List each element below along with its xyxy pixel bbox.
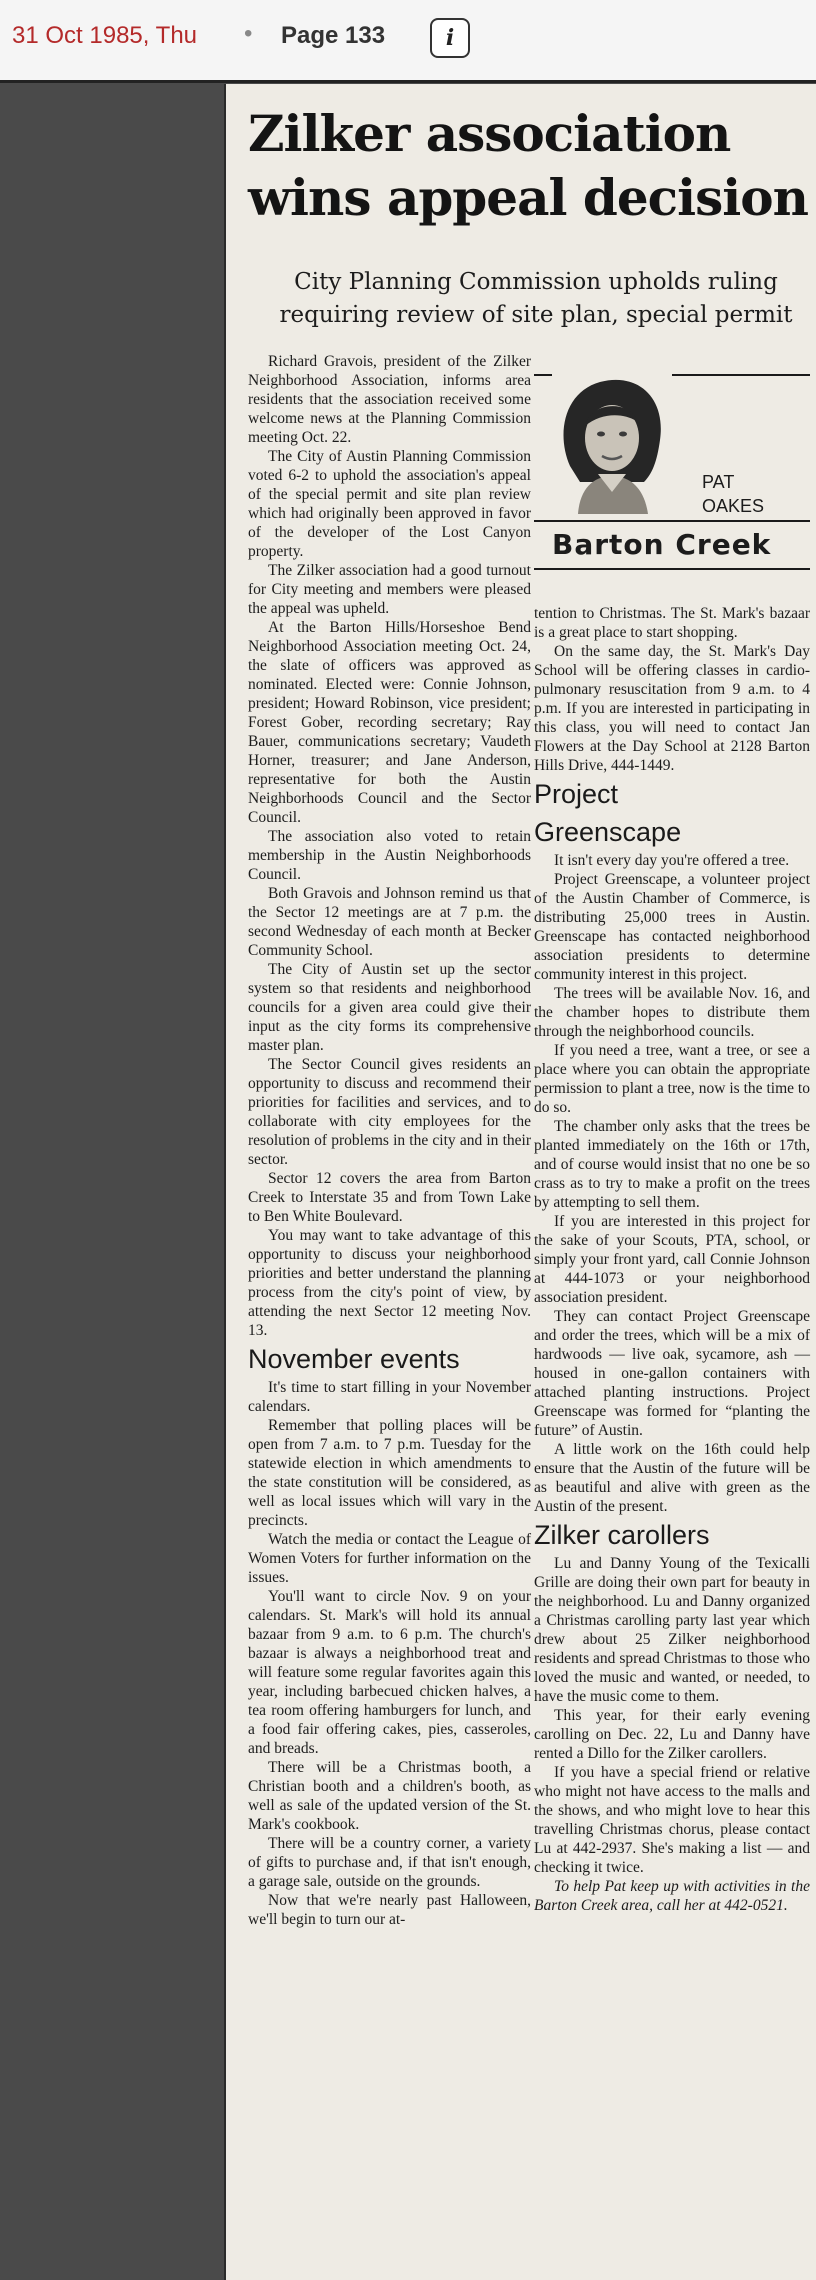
paragraph: The Zilker association had a good turnout for City meeting and members were pleased the appeal was upheld. [248, 562, 531, 617]
november-paragraphs [248, 1378, 531, 1929]
paragraph: tention to Christmas. The St. Mark's bazaar is a great place to start shopping. [534, 605, 810, 641]
paragraph: Both Gravois and Johnson remind us that the Sector 12 meetings are at 7 p.m. the second Wednesday of each month at Becker Community School. [248, 885, 531, 959]
paragraph: A little work on the 16th could help ensure that the Austin of the future will be as beautiful and alive with green as the Austin of the present. [534, 1441, 810, 1515]
paragraph: If you need a tree, want a tree, or see a place where you can obtain the appropriate permission to plant a tree, now is the time to do so. [534, 1042, 810, 1116]
paragraph: You may want to take advantage of this opportunity to discuss your neighborhood priorities and better understand the planning process from the city's point of view, by attending the next Sector 12 meeting Nov. 13. [248, 1227, 531, 1339]
left-paragraphs [248, 352, 531, 1340]
paragraph: Watch the media or contact the League of Women Voters for further information on the issues. [248, 1531, 531, 1586]
subhead-line: requiring review of site plan, special permit [279, 302, 793, 328]
paragraph: The City of Austin set up the sector system so that residents and neighborhood councils for a given area could give their input as the city forms its comprehensive master plan. [248, 961, 531, 1054]
paragraph: You'll want to circle Nov. 9 on your calendars. St. Mark's will hold its annual bazaar from 9 a.m. to 6 p.m. The church's bazaar is always a neighborhood treat and will feature some regular favorites again this year, including barbecued chicken halves, a tea room offering hamburgers for lunch, and a food fair offering cakes, pies, casseroles, and breads. [248, 1588, 531, 1757]
heading-line: Greenscape [534, 817, 682, 847]
greenscape-paragraphs [534, 851, 810, 1516]
section-heading-november: November events [248, 1344, 460, 1374]
separator-dot: • [244, 20, 253, 47]
paragraph: Project Greenscape, a volunteer project of the Austin Chamber of Commerce, is distributing 25,000 trees in Austin. Greenscape has contacted neighborhood association presidents to determine community interest in this project. [534, 871, 810, 983]
paragraph: The chamber only asks that the trees be planted immediately on the 16th or 17th, and of course would insist that no one be so crass as to try to make a profit on the trees by attempting to sell them. [534, 1118, 810, 1211]
paragraph: On the same day, the St. Mark's Day School will be offering classes in cardio-pulmonary resuscitation from 9 a.m. to 4 p.m. If you are interested in participating in this class, you will need to contact Jan Flowers at the Day School at 2128 Barton Hills Drive, 444-1449. [534, 643, 810, 774]
toolbar-divider [0, 80, 816, 83]
paragraph: There will be a country corner, a variety of gifts to purchase and, if that isn't enough, a garage sale, outside on the grounds. [248, 1835, 531, 1890]
info-icon[interactable]: i [430, 18, 470, 58]
newspaper-clipping [224, 84, 816, 2280]
left-column [248, 352, 531, 1929]
section-heading-greenscape [534, 775, 810, 851]
paragraph: They can contact Project Greenscape and order the trees, which will be a mix of hardwoods — live oak, sycamore, ash — housed in one-gallon containers with attached planting instructions. Project Greenscape was formed for “planting the future” of Austin. [534, 1308, 810, 1439]
paragraph: It's time to start filling in your November calendars. [248, 1379, 531, 1415]
viewer-toolbar [0, 0, 816, 81]
paragraph: The Sector Council gives residents an opportunity to discuss and recommend their priorities for facilities and services, and to collaborate with city employees for the resolution of problems in the city and in their sector. [248, 1056, 531, 1168]
columnist-last-name: OAKES [702, 496, 765, 516]
signoff: To help Pat keep up with activities in the Barton Creek area, call her at 442-0521. [534, 1878, 810, 1914]
paragraph: Sector 12 covers the area from Barton Creek to Interstate 35 and from Town Lake to Ben White Boulevard. [248, 1170, 531, 1225]
paragraph: If you have a special friend or relative who might not have access to the malls and the shows, and who might love to hear this travelling Christmas chorus, please contact Lu at 442-2937. She's making a list — and checking it twice. [534, 1764, 810, 1876]
paragraph: If you are interested in this project for the sake of your Scouts, PTA, school, or simply your front yard, call Connie Johnson at 444-1073 or your neighborhood association president. [534, 1213, 810, 1306]
right-column [534, 604, 810, 1915]
paragraph: The trees will be available Nov. 16, and the chamber hopes to distribute them through the neighborhood councils. [534, 985, 810, 1040]
heading-line: Project [534, 779, 619, 809]
paragraph: This year, for their early evening carolling on Dec. 22, Lu and Danny have rented a Dillo for the Zilker carollers. [534, 1707, 810, 1762]
publication-date[interactable]: 31 Oct 1985, Thu [12, 22, 198, 49]
paragraph: Now that we're nearly past Halloween, we'll begin to turn our at- [248, 1892, 531, 1928]
paragraph: There will be a Christmas booth, a Christian booth and a children's booth, as well as sale of the updated version of the St. Mark's cookbook. [248, 1759, 531, 1833]
paragraph: The association also voted to retain membership in the Austin Neighborhoods Council. [248, 828, 531, 883]
paper-edge [224, 84, 226, 2280]
columnist-photo [552, 374, 672, 514]
section-heading-carollers: Zilker carollers [534, 1520, 710, 1550]
column-name: Barton Creek [552, 528, 772, 561]
columnist-box [534, 350, 810, 598]
headline-line: wins appeal decision [248, 168, 808, 227]
columnist-first-name: PAT [702, 472, 735, 492]
subhead-line: City Planning Commission upholds ruling [294, 269, 778, 295]
paragraph: Richard Gravois, president of the Zilker Neighborhood Association, informs area residents that the association received some welcome news at the Planning Commission meeting Oct. 22. [248, 353, 531, 446]
paragraph: At the Barton Hills/Horseshoe Bend Neighborhood Association meeting Oct. 24, the slate of officers was approved as nominated. Elected were: Connie Johnson, president; Howard Robinson, vice president; Forest Gober, recording secretary; Ray Bauer, communications secretary; Vaudeth Horner, treasurer; and Jane Anderson, representative for both the Austin Neighborhoods Council and the Sector Council. [248, 619, 531, 826]
article-headline [248, 102, 808, 230]
headline-line: Zilker association [248, 104, 731, 163]
column-rule [534, 520, 810, 522]
paragraph: The City of Austin Planning Commission voted 6-2 to uphold the association's appeal of the special permit and site plan review which had originally been approved in favor of the developer of the Lost Canyon property. [248, 448, 531, 560]
paragraph: Remember that polling places will be open from 7 a.m. to 7 p.m. Tuesday for the statewide election in which amendments to the state constitution will be considered, as well as local issues which will vary in the precincts. [248, 1417, 531, 1529]
carollers-paragraphs [534, 1554, 810, 1877]
column-rule [534, 568, 810, 570]
paragraph: Lu and Danny Young of the Texicalli Grille are doing their own part for beauty in the neighborhood. Lu and Danny organized a Christmas carolling party last year which drew about 25 Zilker neighborhood residents and spread Christmas to those who loved the music and wanted, or needed, to have the music come to them. [534, 1555, 810, 1705]
paragraph: It isn't every day you're offered a tree. [554, 852, 790, 869]
article-subhead [260, 266, 812, 332]
page-number: Page 133 [281, 22, 386, 49]
